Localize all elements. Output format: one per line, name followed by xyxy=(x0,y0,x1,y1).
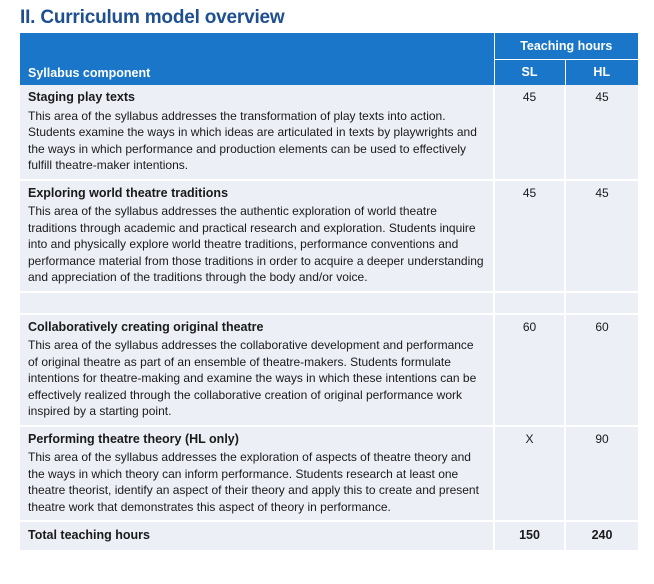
column-header-hl: HL xyxy=(565,59,638,85)
component-description: This area of the syllabus addresses the authentic exploration of world theatre traditions through academic and practical research and exploration. Students inquire into and physically explore world theatre traditions, performance conventions and performance material from those traditions in order to acquire a deeper understanding and appreciation of the traditions through the body and/or voice. xyxy=(28,204,484,284)
component-cell xyxy=(20,85,494,180)
header-row-top xyxy=(20,33,638,59)
total-sl-hours: 150 xyxy=(494,521,565,550)
component-name: Performing theatre theory (HL only) xyxy=(28,431,239,446)
component-description: This area of the syllabus addresses the transformation of play texts into action. Students examine the ways in which ideas are articulated in texts by playwrights and the ways in which performance and production elements can be used to effectively fulfill theatre-maker intentions. xyxy=(28,108,477,172)
component-name: Exploring world theatre traditions xyxy=(28,185,229,200)
component-name: Staging play texts xyxy=(28,90,135,104)
hl-hours: 45 xyxy=(565,85,638,180)
column-header-component: Syllabus component xyxy=(20,33,494,85)
spacer-row xyxy=(20,292,638,314)
component-cell xyxy=(20,426,494,522)
sl-hours: 45 xyxy=(494,180,565,292)
total-hl-hours: 240 xyxy=(565,521,638,550)
component-description: This area of the syllabus addresses the exploration of aspects of theatre theory and the ways in which theory can inform performance. Students research at least one theatre theorist, identify an aspect of their theory and apply this to create and present theatre work that demonstrates this aspect of theory in performance. xyxy=(28,450,479,514)
hl-hours: 60 xyxy=(565,314,638,426)
hl-hours: 90 xyxy=(565,426,638,522)
table-row xyxy=(20,314,638,426)
component-description: This area of the syllabus addresses the collaborative development and performance of original theatre as part of an ensemble of theatre-makers. Students formulate intentions for theatre-making and examine the ways in which these intentions can be effectively realized through the collaborative creation of original performance work inspired by a starting point. xyxy=(28,338,477,418)
page-title: II. Curriculum model overview xyxy=(20,7,285,28)
column-header-teaching-hours: Teaching hours xyxy=(494,33,638,59)
component-cell xyxy=(20,314,494,426)
table-row xyxy=(20,85,638,180)
hl-hours: 45 xyxy=(565,180,638,292)
sl-hours: 45 xyxy=(494,85,565,180)
table-row xyxy=(20,426,638,522)
curriculum-table xyxy=(20,33,638,550)
total-row xyxy=(20,521,638,550)
table-row xyxy=(20,180,638,292)
sl-hours: 60 xyxy=(494,314,565,426)
column-header-sl: SL xyxy=(494,59,565,85)
total-label: Total teaching hours xyxy=(20,521,494,550)
sl-hours: X xyxy=(494,426,565,522)
component-cell xyxy=(20,180,494,292)
component-name: Collaboratively creating original theatre xyxy=(28,319,264,334)
